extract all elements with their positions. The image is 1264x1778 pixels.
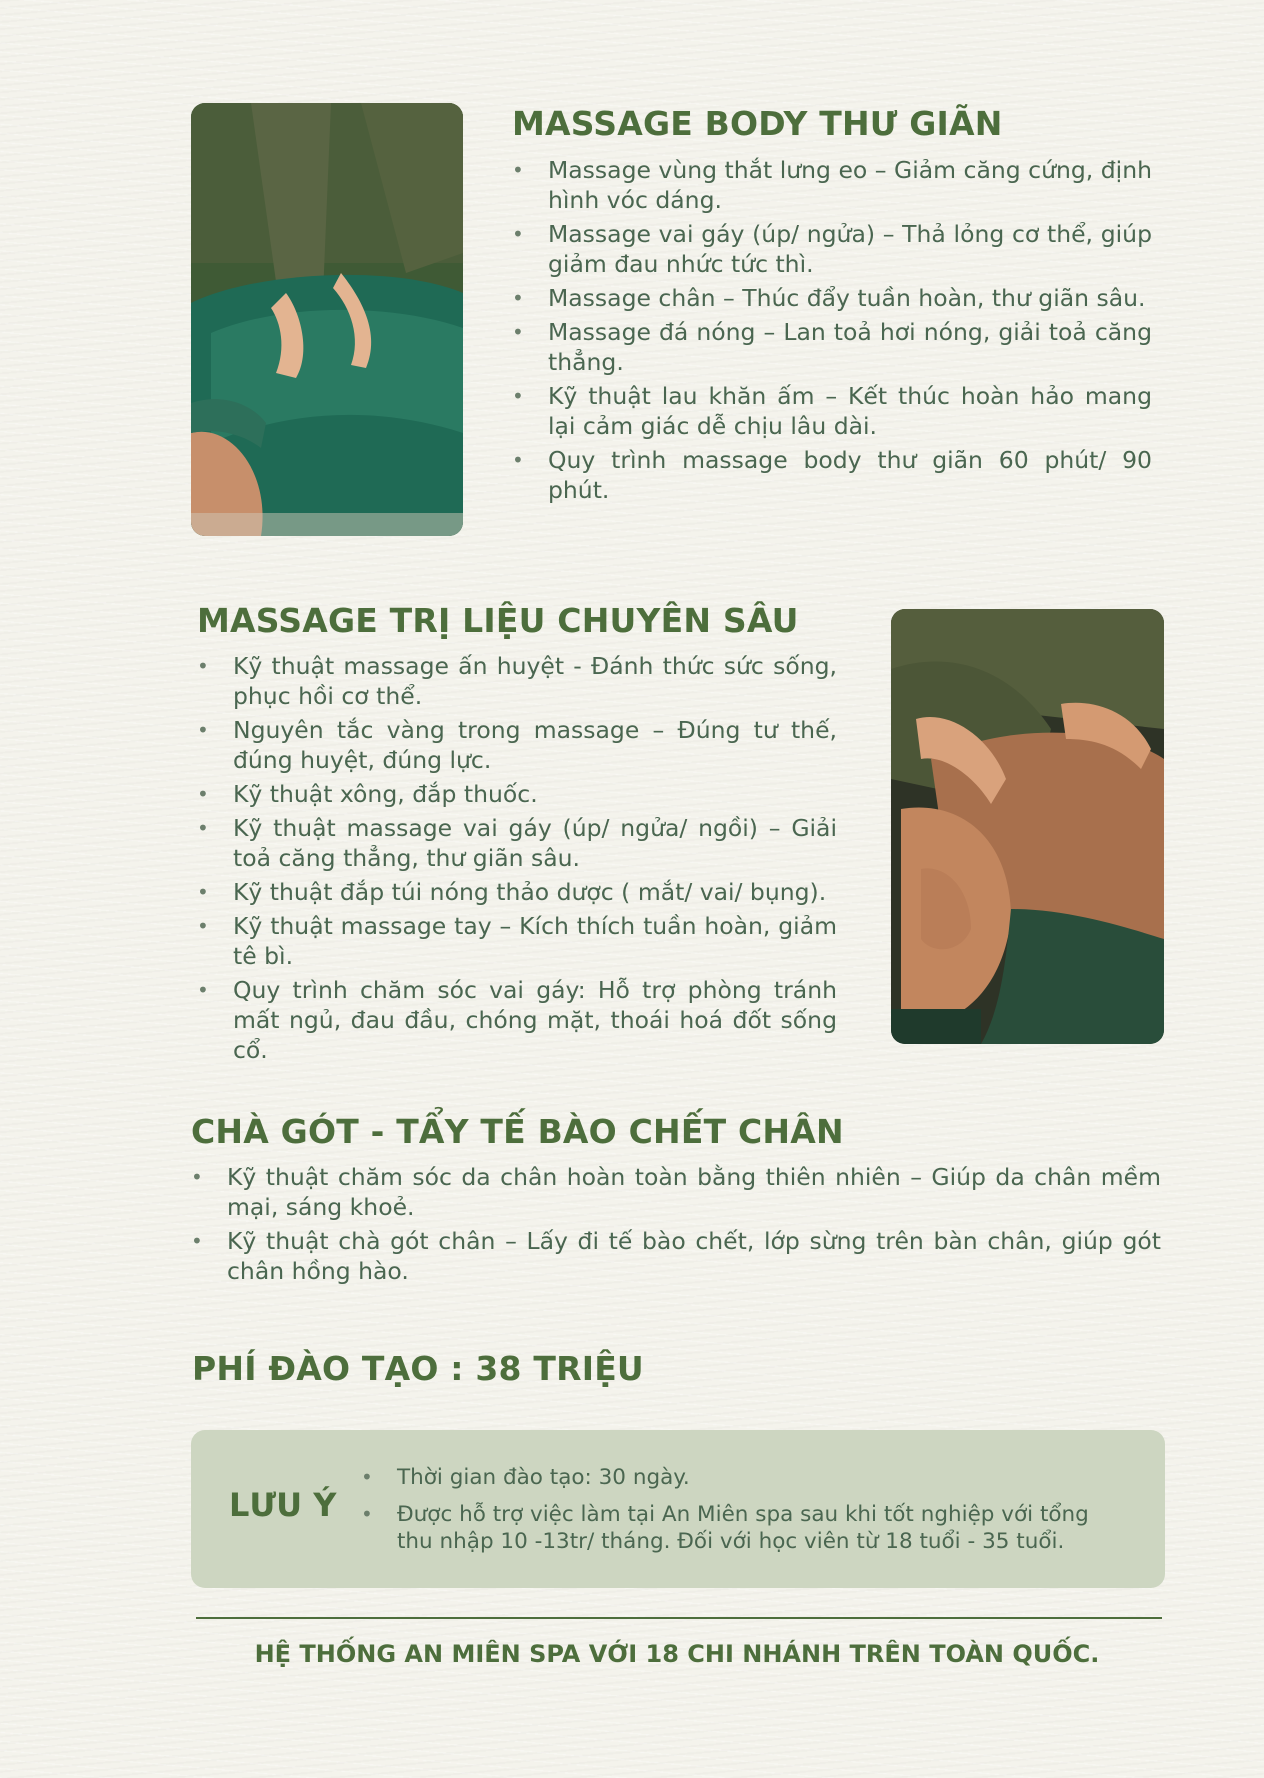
list-item: • Quy trình chăm sóc vai gáy: Hỗ trợ phòng tránh mất ngủ, đau đầu, chóng mặt, thoái hoá đốt sống cổ.	[197, 975, 837, 1065]
shoulder-massage-photo	[891, 609, 1164, 1044]
list-item: • Massage vùng thắt lưng eo – Giảm căng cứng, định hình vóc dáng.	[512, 155, 1152, 215]
list-item: • Quy trình massage body thư giãn 60 phút/ 90 phút.	[512, 445, 1152, 505]
therapy-massage-title: MASSAGE TRỊ LIỆU CHUYÊN SÂU	[197, 601, 799, 640]
list-item: • Kỹ thuật massage ấn huyệt - Đánh thức sức sống, phục hồi cơ thể.	[197, 651, 837, 711]
list-item: • Nguyên tắc vàng trong massage – Đúng tư thế, đúng huyệt, đúng lực.	[197, 715, 837, 775]
list-item: • Kỹ thuật đắp túi nóng thảo dược ( mắt/ vai/ bụng).	[197, 877, 837, 907]
list-item: • Thời gian đào tạo: 30 ngày.	[361, 1464, 1121, 1491]
list-item: • Kỹ thuật massage vai gáy (úp/ ngửa/ ngồi) – Giải toả căng thẳng, thư giãn sâu.	[197, 813, 837, 873]
body-massage-list	[512, 155, 1152, 509]
training-fee: PHÍ ĐÀO TẠO : 38 TRIỆU	[192, 1349, 644, 1388]
heel-scrub-list	[191, 1162, 1161, 1290]
list-item: • Được hỗ trợ việc làm tại An Miên spa sau khi tốt nghiệp với tổng thu nhập 10 -13tr/ tháng. Đối với học viên từ 18 tuổi - 35 tuổi.	[361, 1501, 1121, 1555]
footer-text: HỆ THỐNG AN MIÊN SPA VỚI 18 CHI NHÁNH TRÊN TOÀN QUỐC.	[254, 1640, 1100, 1668]
list-item: • Kỹ thuật lau khăn ấm – Kết thúc hoàn hảo mang lại cảm giác dễ chịu lâu dài.	[512, 381, 1152, 441]
list-item: • Kỹ thuật chà gót chân – Lấy đi tế bào chết, lớp sừng trên bàn chân, giúp gót chân hồng hào.	[191, 1226, 1161, 1286]
note-title: LƯU Ý	[229, 1486, 337, 1524]
list-item: • Massage đá nóng – Lan toả hơi nóng, giải toả căng thẳng.	[512, 317, 1152, 377]
therapy-massage-list	[197, 651, 837, 1069]
note-list	[361, 1464, 1121, 1565]
list-item: • Kỹ thuật massage tay – Kích thích tuần hoàn, giảm tê bì.	[197, 911, 837, 971]
note-box	[191, 1430, 1165, 1588]
list-item: • Massage vai gáy (úp/ ngửa) – Thả lỏng cơ thể, giúp giảm đau nhức tức thì.	[512, 219, 1152, 279]
list-item: • Kỹ thuật xông, đắp thuốc.	[197, 779, 837, 809]
list-item: • Kỹ thuật chăm sóc da chân hoàn toàn bằng thiên nhiên – Giúp da chân mềm mại, sáng khoẻ.	[191, 1162, 1161, 1222]
back-massage-photo	[191, 103, 463, 536]
body-massage-title: MASSAGE BODY THƯ GIÃN	[512, 104, 1003, 143]
list-item: • Massage chân – Thúc đẩy tuần hoàn, thư giãn sâu.	[512, 283, 1152, 313]
heel-scrub-title: CHÀ GÓT - TẨY TẾ BÀO CHẾT CHÂN	[191, 1112, 844, 1151]
footer-divider	[196, 1617, 1162, 1619]
